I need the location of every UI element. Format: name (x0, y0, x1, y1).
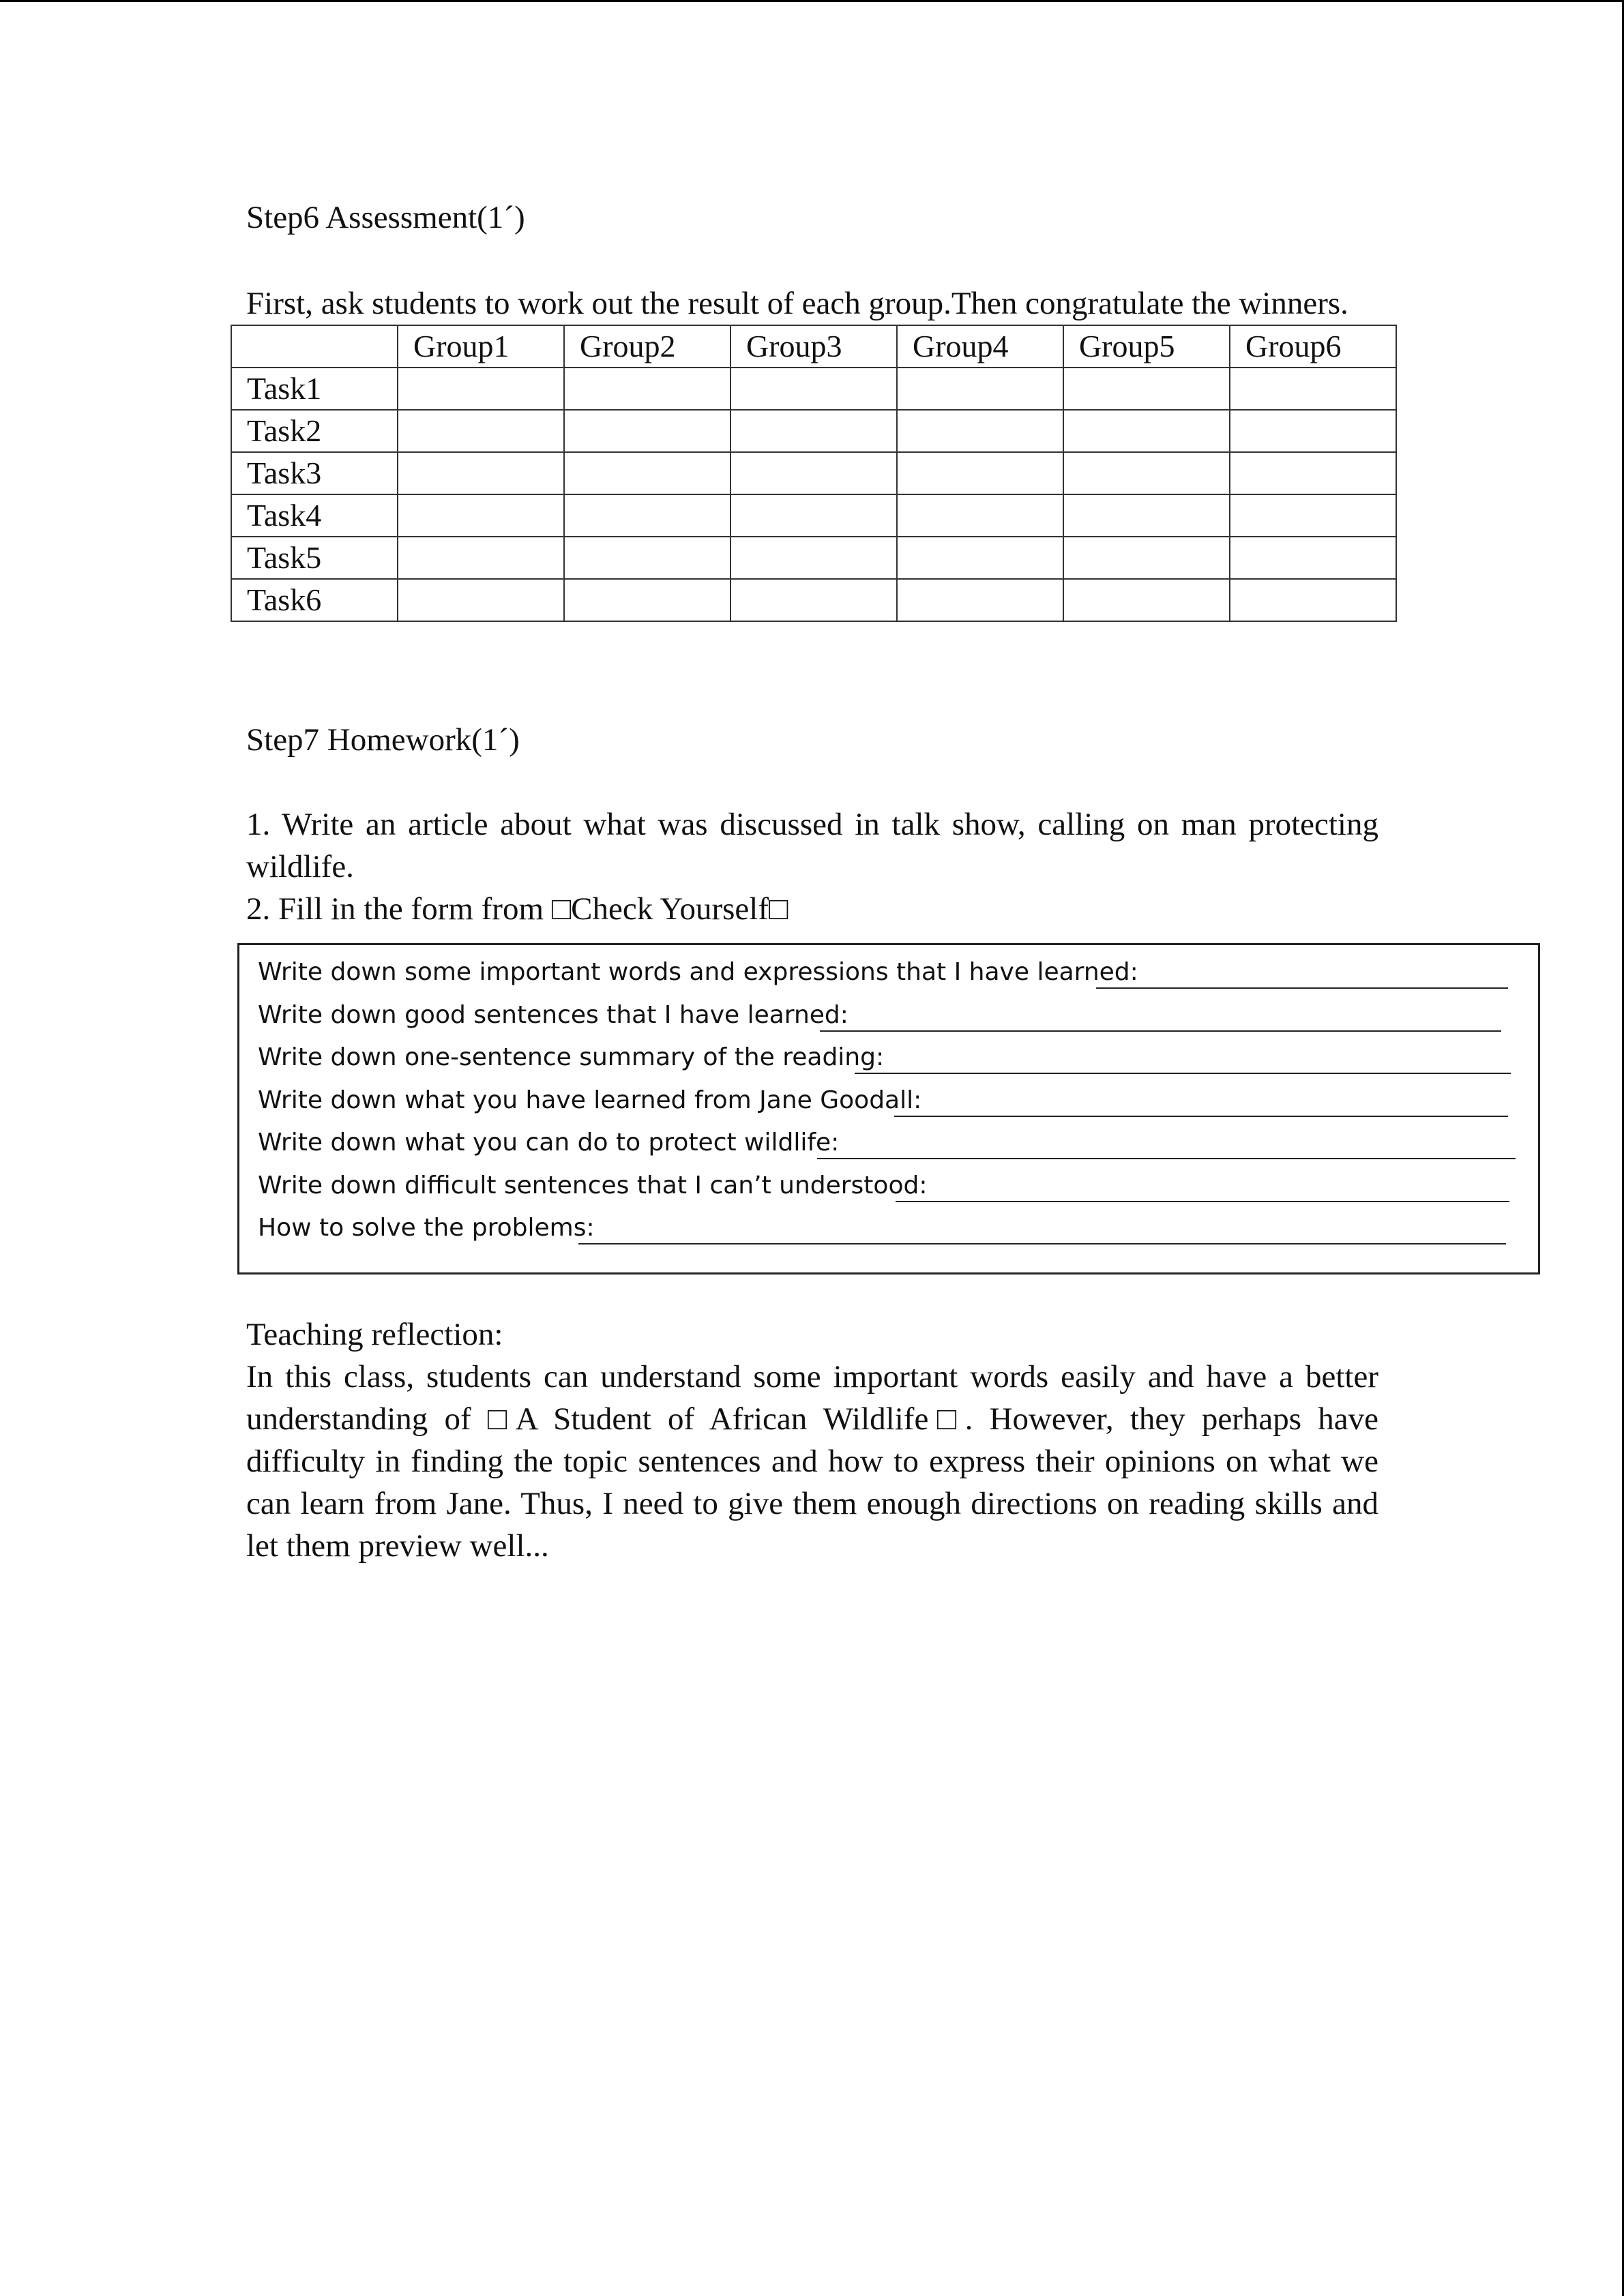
score-cell[interactable] (1063, 410, 1230, 452)
table-row (231, 410, 1396, 452)
reflection-line-4: can learn from Jane. Thus, I need to give them enough directions on reading skills and (246, 1486, 1378, 1521)
checklist-item-jane-goodall: Write down what you have learned from Jane Goodall: (258, 1086, 922, 1114)
group-header-6: Group6 (1230, 325, 1396, 368)
score-cell[interactable] (1230, 579, 1396, 621)
task-label: Task3 (231, 452, 398, 494)
score-cell[interactable] (730, 410, 897, 452)
score-cell[interactable] (398, 494, 564, 537)
assessment-table (231, 325, 1397, 622)
table-row (231, 368, 1396, 410)
task-label: Task2 (231, 410, 398, 452)
score-cell[interactable] (1063, 579, 1230, 621)
answer-line-protect-wildlife[interactable] (817, 1158, 1516, 1159)
group-header-4: Group4 (897, 325, 1063, 368)
score-cell[interactable] (564, 410, 730, 452)
reflection-heading: Teaching reflection: (246, 1317, 503, 1352)
score-cell[interactable] (897, 368, 1063, 410)
checklist-item-difficult-sentences: Write down difficult sentences that I can’t understood: (258, 1172, 928, 1199)
task-label: Task5 (231, 537, 398, 579)
group-header-5: Group5 (1063, 325, 1230, 368)
score-cell[interactable] (897, 537, 1063, 579)
answer-line-good-sentences[interactable] (820, 1030, 1501, 1032)
score-cell[interactable] (1230, 452, 1396, 494)
task-label: Task4 (231, 494, 398, 537)
reflection-line-5: let them preview well... (246, 1528, 549, 1564)
table-corner-cell (231, 325, 398, 368)
score-cell[interactable] (730, 368, 897, 410)
score-cell[interactable] (564, 368, 730, 410)
table-row (231, 579, 1396, 621)
checklist-item-words: Write down some important words and expressions that I have learned: (258, 958, 1138, 986)
answer-line-solve-problems[interactable] (578, 1243, 1506, 1244)
score-cell[interactable] (897, 579, 1063, 621)
group-header-3: Group3 (730, 325, 897, 368)
table-row (231, 537, 1396, 579)
score-cell[interactable] (730, 537, 897, 579)
homework-item-1-line-1: 1. Write an article about what was discussed in talk show, calling on man protecting (246, 807, 1378, 842)
group-header-1: Group1 (398, 325, 564, 368)
score-cell[interactable] (1230, 368, 1396, 410)
reflection-line-1: In this class, students can understand some important words easily and have a better (246, 1359, 1378, 1395)
score-cell[interactable] (730, 579, 897, 621)
score-cell[interactable] (564, 452, 730, 494)
score-cell[interactable] (1063, 494, 1230, 537)
table-row (231, 452, 1396, 494)
checklist-item-good-sentences: Write down good sentences that I have learned: (258, 1001, 848, 1029)
group-header-2: Group2 (564, 325, 730, 368)
step6-intro: First, ask students to work out the result of each group.Then congratulate the winners. (246, 286, 1348, 321)
score-cell[interactable] (1230, 410, 1396, 452)
checklist-item-summary: Write down one-sentence summary of the reading: (258, 1043, 885, 1071)
step7-heading: Step7 Homework(1´) (246, 722, 520, 758)
score-cell[interactable] (1230, 537, 1396, 579)
score-cell[interactable] (897, 452, 1063, 494)
checklist-item-protect-wildlife: Write down what you can do to protect wildlife: (258, 1129, 840, 1157)
score-cell[interactable] (897, 494, 1063, 537)
checklist-item-solve-problems: How to solve the problems: (258, 1214, 595, 1242)
table-header-row (231, 325, 1396, 368)
score-cell[interactable] (1063, 368, 1230, 410)
score-cell[interactable] (897, 410, 1063, 452)
homework-item-2: 2. Fill in the form from □Check Yourself□ (246, 891, 788, 927)
answer-line-jane-goodall[interactable] (894, 1116, 1508, 1117)
score-cell[interactable] (398, 452, 564, 494)
page-border-top (0, 0, 1624, 2)
score-cell[interactable] (398, 410, 564, 452)
step6-heading: Step6 Assessment(1´) (246, 200, 525, 235)
score-cell[interactable] (1063, 452, 1230, 494)
answer-line-difficult-sentences[interactable] (896, 1201, 1509, 1202)
score-cell[interactable] (398, 368, 564, 410)
score-cell[interactable] (398, 537, 564, 579)
score-cell[interactable] (730, 452, 897, 494)
score-cell[interactable] (564, 579, 730, 621)
answer-line-words[interactable] (1096, 987, 1508, 989)
score-cell[interactable] (564, 494, 730, 537)
task-label: Task1 (231, 368, 398, 410)
table-row (231, 494, 1396, 537)
score-cell[interactable] (1063, 537, 1230, 579)
reflection-line-3: difficulty in finding the topic sentences and how to express their opinions on what we (246, 1444, 1378, 1479)
task-label: Task6 (231, 579, 398, 621)
homework-item-1-line-2: wildlife. (246, 849, 354, 884)
reflection-line-2: understanding of □A Student of African Wildlife□. However, they perhaps have (246, 1401, 1378, 1437)
score-cell[interactable] (398, 579, 564, 621)
answer-line-summary[interactable] (855, 1073, 1511, 1074)
score-cell[interactable] (564, 537, 730, 579)
score-cell[interactable] (1230, 494, 1396, 537)
score-cell[interactable] (730, 494, 897, 537)
